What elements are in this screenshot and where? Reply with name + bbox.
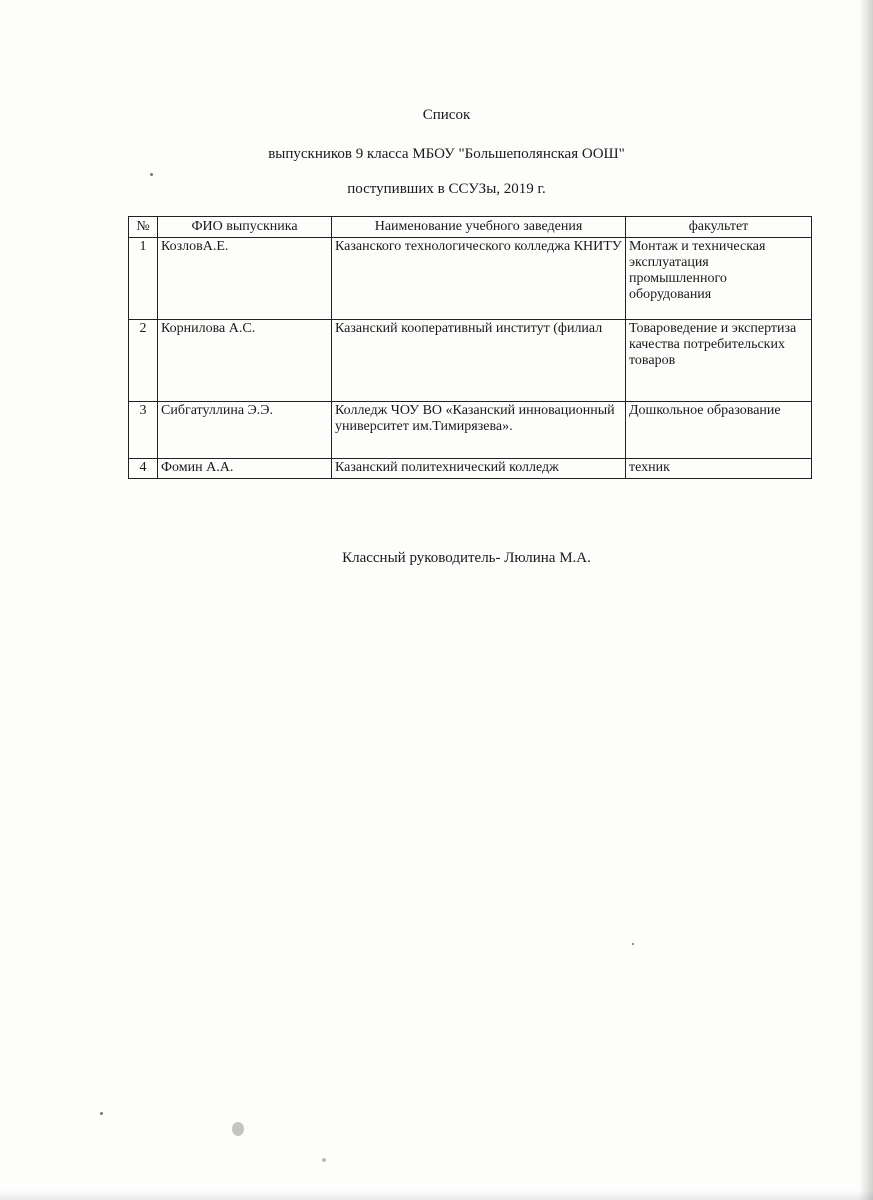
- row-name: Сибгатуллина Э.Э.: [158, 402, 332, 459]
- row-number: 2: [129, 320, 158, 402]
- table-row: [129, 320, 812, 402]
- table-header-row: [129, 217, 812, 238]
- row-institution: Колледж ЧОУ ВО «Казанский инновационный университет им.Тимирязева».: [332, 402, 626, 459]
- document-title: Список: [422, 107, 471, 123]
- table-row: [129, 238, 812, 320]
- row-number: 3: [129, 402, 158, 459]
- row-faculty: Монтаж и техническая эксплуатация промышленного оборудования: [626, 238, 812, 320]
- document-subtitle: выпускников 9 класса МБОУ "Большеполянская ООШ": [268, 146, 625, 162]
- class-teacher-signature-line: Классный руководитель- Люлина М.А.: [342, 550, 591, 566]
- scan-speck: [322, 1158, 326, 1162]
- scan-speck: [632, 943, 634, 945]
- header-number: №: [129, 217, 158, 238]
- scan-speck: [150, 173, 153, 176]
- header-name: ФИО выпускника: [158, 217, 332, 238]
- row-institution: Казанский политехнический колледж: [332, 459, 626, 479]
- table-row: [129, 459, 812, 479]
- table-row: [129, 402, 812, 459]
- row-institution: Казанский кооперативный институт (филиал: [332, 320, 626, 402]
- row-name: Фомин А.А.: [158, 459, 332, 479]
- row-faculty: Дошкольное образование: [626, 402, 812, 459]
- row-faculty: техник: [626, 459, 812, 479]
- row-name: КозловА.Е.: [158, 238, 332, 320]
- scan-bottom-shadow: [0, 1190, 873, 1200]
- graduates-table: [128, 216, 812, 479]
- row-number: 4: [129, 459, 158, 479]
- row-number: 1: [129, 238, 158, 320]
- scan-speck: [232, 1122, 244, 1136]
- row-name: Корнилова А.С.: [158, 320, 332, 402]
- row-faculty: Товароведение и экспертиза качества потребительских товаров: [626, 320, 812, 402]
- row-institution: Казанского технологического колледжа КНИТУ: [332, 238, 626, 320]
- scan-speck: [100, 1112, 103, 1115]
- header-faculty: факультет: [626, 217, 812, 238]
- header-institution: Наименование учебного заведения: [332, 217, 626, 238]
- document-subtitle-year: поступивших в ССУЗы, 2019 г.: [347, 181, 546, 197]
